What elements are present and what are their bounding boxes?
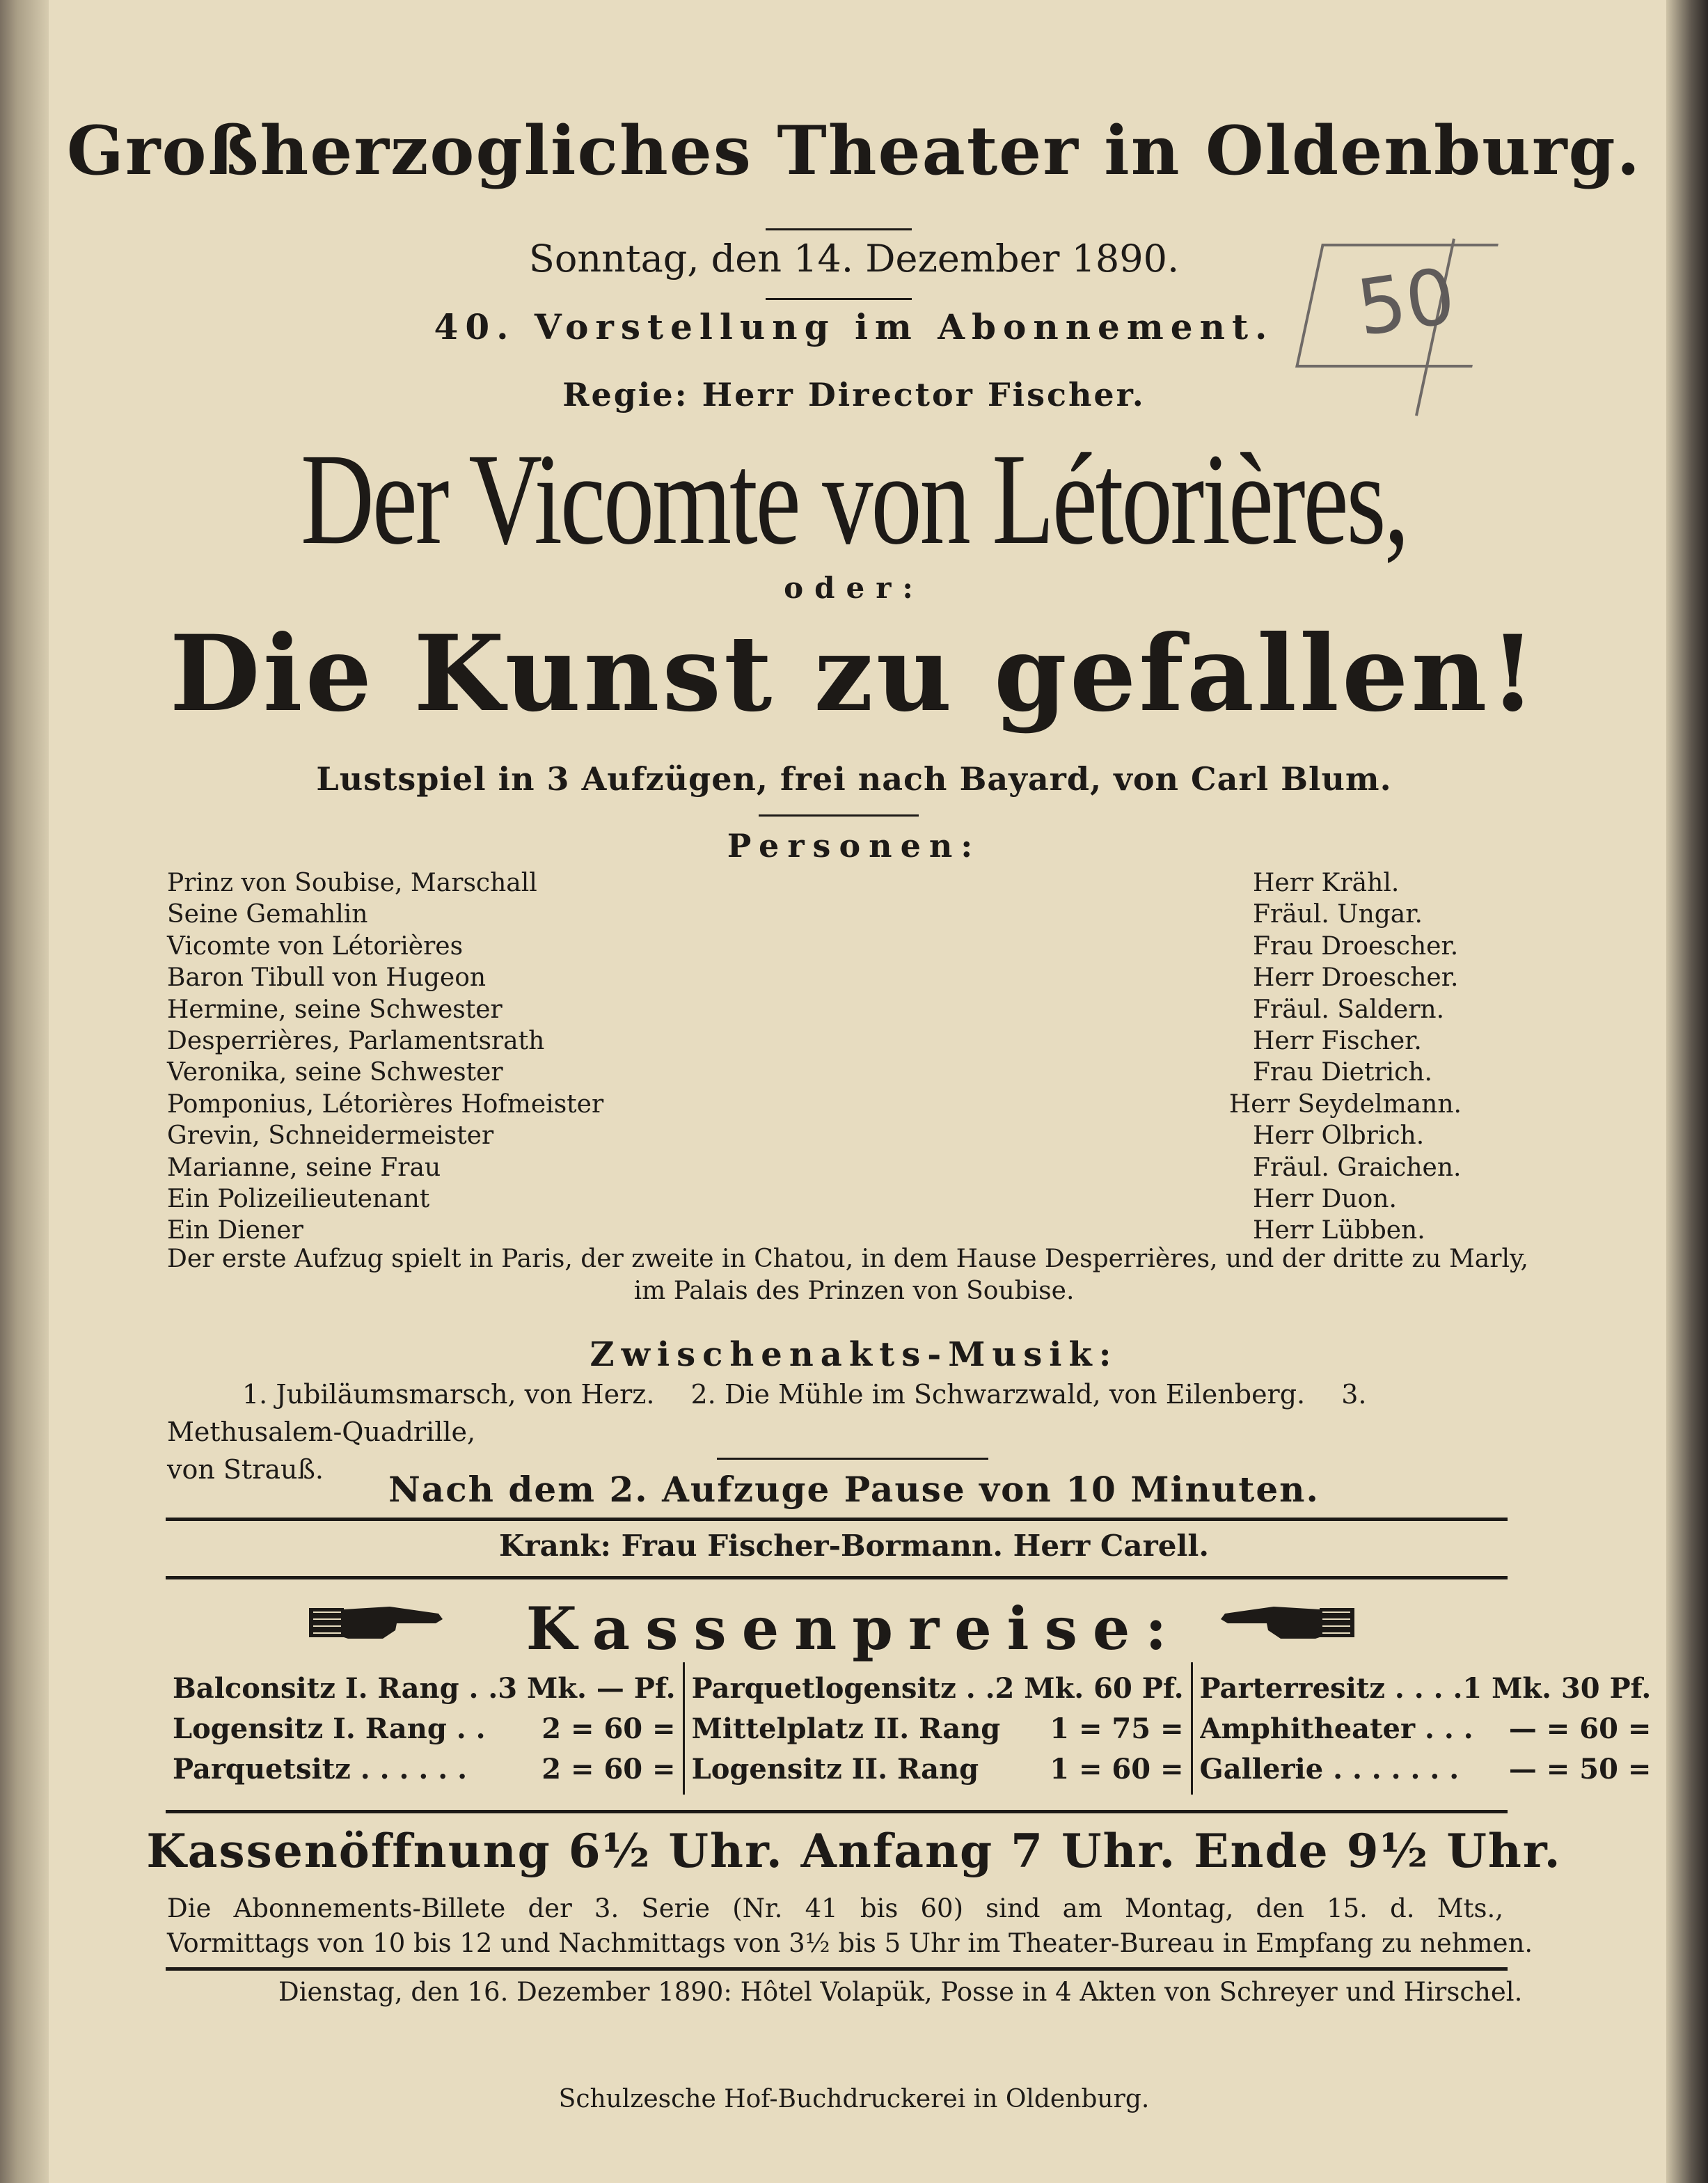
music-item: 1. Jubiläumsmarsch, von Herz. <box>242 1379 655 1410</box>
price-row <box>692 1712 1184 1753</box>
price-value: 2 Mk. 60 Pf. <box>995 1672 1184 1705</box>
cast-role: Pomponius, Létorières Hofmeister <box>167 1089 604 1119</box>
dot-leader <box>377 897 1243 922</box>
oder-line: oder: <box>784 571 924 605</box>
pointing-hand-left-icon <box>1218 1598 1357 1647</box>
cast-actor: Fräul. Graichen. <box>1253 1153 1462 1182</box>
cast-row <box>167 1213 1462 1245</box>
price-column <box>166 1662 683 1795</box>
divider <box>766 228 912 230</box>
cast-actor: Herr Fischer. <box>1253 1026 1422 1055</box>
music-header: Zwischenakts-Musik: <box>590 1335 1118 1374</box>
price-column <box>683 1662 1191 1795</box>
price-row <box>173 1672 676 1712</box>
cast-role: Hermine, seine Schwester <box>167 995 503 1024</box>
price-label: Parquetlogensitz . . <box>691 1672 995 1705</box>
price-label: Parquetsitz . . . . . . <box>173 1753 467 1786</box>
date-line: Sonntag, den 14. Dezember 1890. <box>528 237 1180 281</box>
dot-leader <box>503 1119 1243 1144</box>
price-table <box>166 1662 1652 1795</box>
cast-actor: Herr Krähl. <box>1253 869 1400 897</box>
scene-note-line-2: im Palais des Prinzen von Soubise. <box>633 1277 1075 1305</box>
play-title: Der Vicomte von Létorières, <box>300 426 1408 572</box>
price-label: Logensitz II. Rang <box>691 1753 979 1786</box>
price-value: 1 = 75 = <box>1050 1712 1184 1745</box>
price-row <box>173 1753 676 1793</box>
cast-row <box>167 993 1462 1024</box>
dot-leader <box>613 1087 1219 1112</box>
cast-role: Ein Diener <box>167 1216 303 1245</box>
sick-line: Krank: Frau Fischer-Bormann. Herr Carell. <box>499 1529 1209 1563</box>
cast-row <box>167 1055 1462 1087</box>
dot-leader <box>473 929 1243 954</box>
cast-role: Veronika, seine Schwester <box>167 1058 503 1087</box>
cast-row <box>167 1182 1462 1213</box>
dot-leader <box>496 961 1243 986</box>
price-label: Balconsitz I. Rang . . <box>173 1672 498 1705</box>
divider <box>766 298 912 300</box>
dot-leader <box>439 1182 1243 1207</box>
price-label: Logensitz I. Rang . . <box>173 1712 486 1745</box>
cast-role: Grevin, Schneidermeister <box>167 1121 494 1151</box>
cast-row <box>167 1024 1462 1055</box>
scene-note-line-1: Der erste Aufzug spielt in Paris, der zweite in Chatou, in dem Hause Desperrières, und der dritte zu Marly, <box>167 1245 1528 1273</box>
price-value: 2 = 60 = <box>541 1712 676 1745</box>
divider <box>166 1967 1508 1971</box>
price-row <box>692 1753 1184 1793</box>
price-value: 2 = 60 = <box>541 1753 676 1786</box>
cast-actor: Fräul. Ungar. <box>1253 900 1423 929</box>
dot-leader <box>547 866 1243 891</box>
divider <box>759 814 919 817</box>
price-value: — = 50 = <box>1508 1753 1652 1786</box>
cast-row <box>167 866 1462 897</box>
pause-line: Nach dem 2. Aufzuge Pause von 10 Minuten. <box>388 1469 1320 1510</box>
price-row <box>1200 1672 1652 1712</box>
price-label: Gallerie . . . . . . . <box>1199 1753 1460 1786</box>
divider <box>166 1576 1508 1579</box>
price-label: Mittelplatz II. Rang <box>691 1712 1001 1745</box>
dot-leader <box>513 1055 1243 1080</box>
dot-leader <box>512 993 1243 1018</box>
cast-row <box>167 1087 1462 1119</box>
dot-leader <box>450 1151 1243 1176</box>
cast-row <box>167 961 1462 992</box>
cast-actor: Frau Droescher. <box>1253 931 1459 961</box>
price-value: 3 Mk. — Pf. <box>498 1672 676 1705</box>
cast-list <box>167 866 1462 1245</box>
genre-line: Lustspiel in 3 Aufzügen, frei nach Bayard, von Carl Blum. <box>316 760 1392 798</box>
cast-actor: Herr Droescher. <box>1253 963 1459 993</box>
cast-role: Marianne, seine Frau <box>167 1153 441 1182</box>
cast-actor: Herr Duon. <box>1253 1184 1397 1213</box>
prices-title: Kassenpreise: <box>525 1594 1183 1663</box>
price-value: 1 Mk. 30 Pf. <box>1462 1672 1652 1705</box>
music-item: 2. Die Mühle im Schwarzwald, von Eilenberg. <box>690 1379 1306 1410</box>
abonnement-note-line-2: Vormittags von 10 bis 12 und Nachmittags von 3½ bis 5 Uhr im Theater-Bureau in Empfang zu nehmen. <box>167 1928 1533 1958</box>
cast-actor: Fräul. Saldern. <box>1253 995 1445 1024</box>
printer-line: Schulzesche Hof-Buchdruckerei in Oldenburg. <box>558 2085 1150 2113</box>
price-row <box>1200 1712 1652 1753</box>
cast-role: Baron Tibull von Hugeon <box>167 963 487 993</box>
direction-line: Regie: Herr Director Fischer. <box>562 376 1146 413</box>
cast-actor: Herr Lübben. <box>1253 1216 1425 1245</box>
cast-role: Prinz von Soubise, Marschall <box>167 869 537 897</box>
divider <box>166 1810 1508 1813</box>
cast-row <box>167 1119 1462 1150</box>
cast-row <box>167 929 1462 961</box>
times-line: Kassenöffnung 6½ Uhr. Anfang 7 Uhr. Ende 9½ Uhr. <box>146 1824 1562 1878</box>
price-value: — = 60 = <box>1508 1712 1652 1745</box>
persons-header: Personen: <box>727 827 981 865</box>
abonnement-note-line-1: Die Abonnements-Billete der 3. Serie (Nr. 41 bis 60) sind am Montag, den 15. d. Mts., <box>167 1893 1503 1923</box>
cast-role: Vicomte von Létorières <box>167 931 464 961</box>
play-subtitle: Die Kunst zu gefallen! <box>169 613 1539 735</box>
cast-role: Desperrières, Parlamentsrath <box>167 1026 545 1055</box>
cast-row <box>167 1151 1462 1182</box>
dot-leader <box>554 1024 1243 1049</box>
cast-role: Seine Gemahlin <box>167 900 368 929</box>
next-performance-line: Dienstag, den 16. Dezember 1890: Hôtel Volapük, Posse in 4 Akten von Schreyer und Hirschel. <box>278 1977 1523 2007</box>
cast-actor: Herr Seydelmann. <box>1228 1089 1462 1119</box>
price-label: Parterresitz . . . . <box>1199 1672 1463 1705</box>
cast-actor: Herr Olbrich. <box>1253 1121 1425 1151</box>
price-row <box>1200 1753 1652 1793</box>
divider <box>166 1518 1508 1521</box>
performance-line: 40. Vorstellung im Abonnement. <box>434 306 1274 347</box>
handwritten-number: 50 <box>1351 251 1461 354</box>
price-label: Amphitheater . . . <box>1199 1712 1473 1745</box>
divider <box>717 1458 988 1460</box>
price-column <box>1191 1662 1659 1795</box>
music-item: von Strauß. <box>167 1454 324 1485</box>
music-item: 3. Methusalem-Quadrille, <box>167 1379 1367 1447</box>
theater-name: Großherzogliches Theater in Oldenburg. <box>66 111 1642 190</box>
price-row <box>173 1712 676 1753</box>
dot-leader <box>313 1213 1243 1238</box>
price-value: 1 = 60 = <box>1050 1753 1184 1786</box>
cast-actor: Frau Dietrich. <box>1253 1058 1432 1087</box>
cast-role: Ein Polizeilieutenant <box>167 1184 430 1213</box>
price-row <box>692 1672 1184 1712</box>
cast-row <box>167 897 1462 929</box>
